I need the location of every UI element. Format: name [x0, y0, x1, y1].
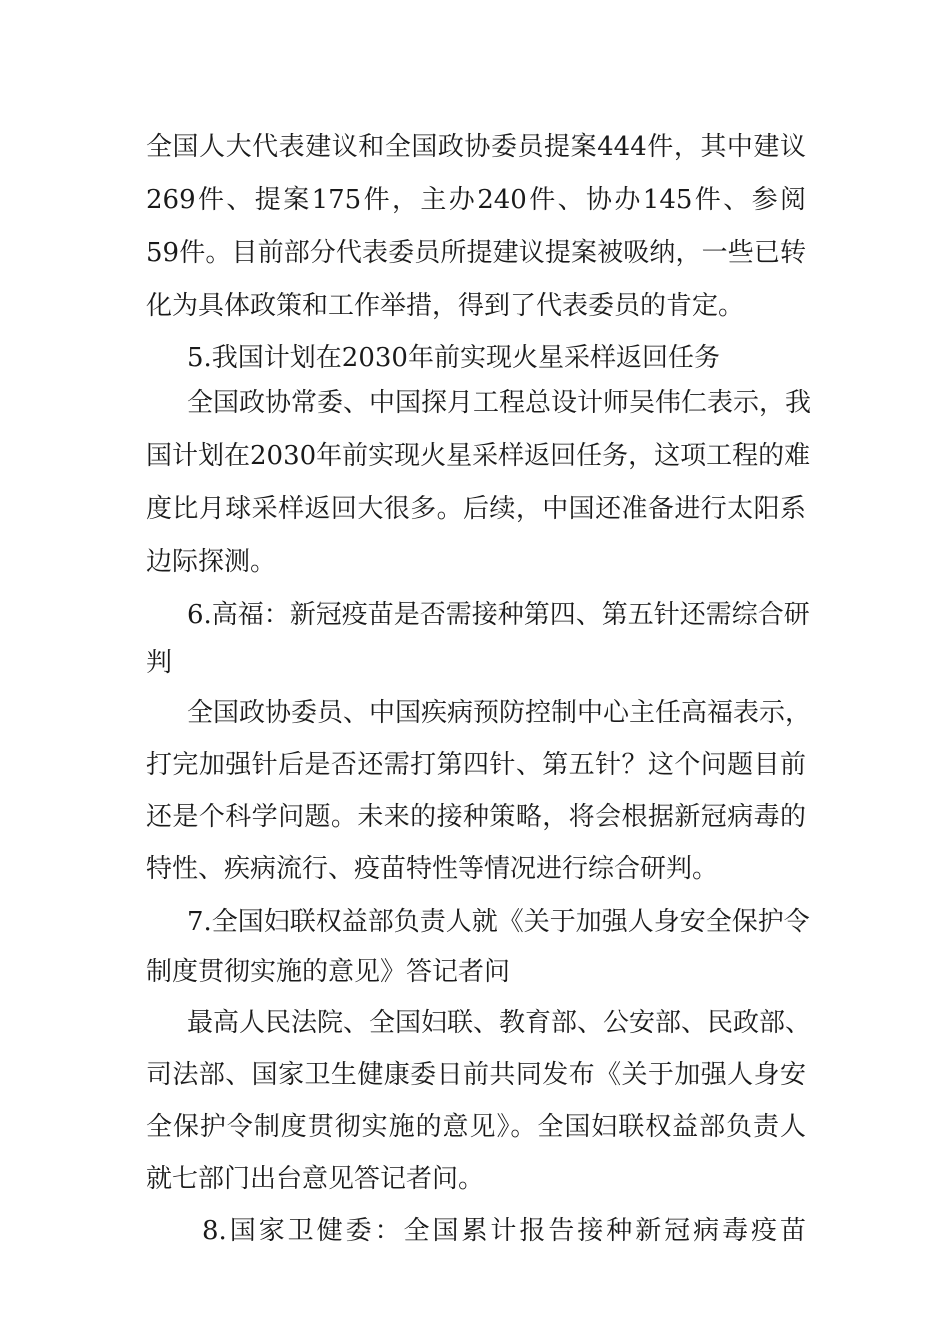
section-heading: 6.高福：新冠疫苗是否需接种第四、第五针还需综合研 — [187, 600, 810, 630]
body-text-line: 打完加强针后是否还需打第四针、第五针？这个问题目前 — [146, 750, 806, 780]
section-heading: 5.我国计划在2030年前实现火星采样返回任务 — [187, 343, 720, 373]
body-text-line: 还是个科学问题。未来的接种策略，将会根据新冠病毒的 — [146, 802, 806, 832]
section-heading: 8.国家卫健委：全国累计报告接种新冠病毒疫苗 — [202, 1216, 806, 1246]
body-text-line: 度比月球采样返回大很多。后续，中国还准备进行太阳系 — [146, 494, 806, 524]
body-text-line: 司法部、国家卫生健康委日前共同发布《关于加强人身安 — [146, 1060, 806, 1090]
body-text-line: 最高人民法院、全国妇联、教育部、公安部、民政部、 — [187, 1008, 812, 1038]
section-heading: 制度贯彻实施的意见》答记者问 — [146, 957, 511, 987]
body-text-line: 特性、疾病流行、疫苗特性等情况进行综合研判。 — [146, 854, 719, 884]
body-text-line: 化为具体政策和工作举措，得到了代表委员的肯定。 — [146, 291, 745, 321]
body-text-line: 国计划在2030年前实现火星采样返回任务，这项工程的难 — [146, 441, 811, 471]
section-heading: 判 — [146, 648, 173, 678]
body-text-line: 全国政协委员、中国疾病预防控制中心主任高福表示， — [187, 698, 812, 728]
body-text-line: 全保护令制度贯彻实施的意见》。全国妇联权益部负责人 — [146, 1112, 806, 1142]
section-heading: 7.全国妇联权益部负责人就《关于加强人身安全保护令 — [187, 907, 810, 937]
body-text-line: 269件、提案175件，主办240件、协办145件、参阅 — [146, 185, 806, 215]
body-text-line: 59件。目前部分代表委员所提建议提案被吸纳，一些已转 — [146, 238, 806, 268]
body-text-line: 边际探测。 — [146, 547, 277, 577]
body-text-line: 全国政协常委、中国探月工程总设计师吴伟仁表示，我 — [187, 388, 812, 418]
body-text-line: 就七部门出台意见答记者问。 — [146, 1164, 485, 1194]
body-text-line: 全国人大代表建议和全国政协委员提案444件，其中建议 — [146, 132, 806, 162]
